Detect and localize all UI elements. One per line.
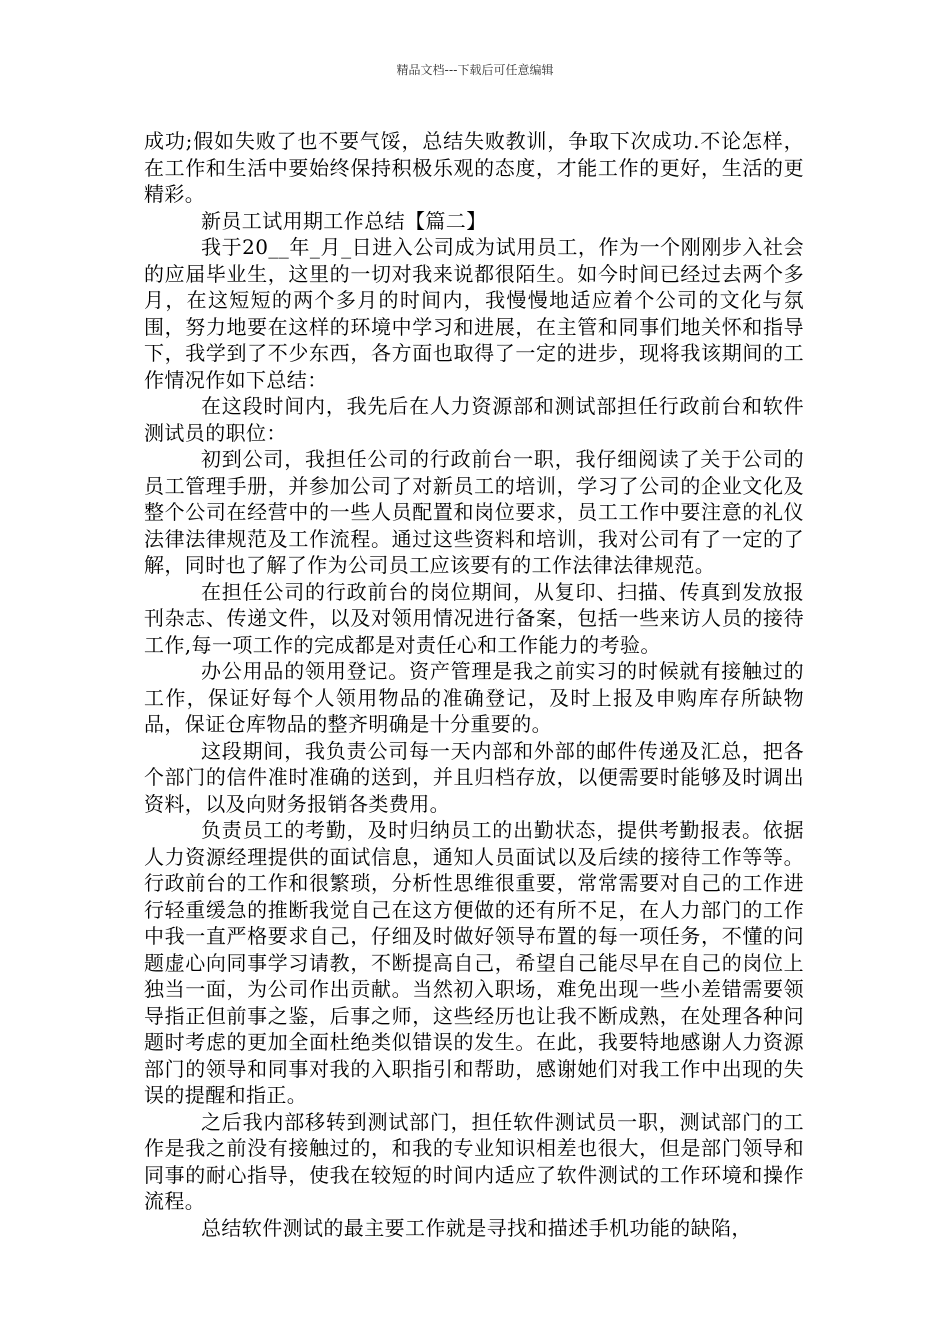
paragraph: 总结软件测试的最主要工作就是寻找和描述手机功能的缺陷， [201, 1215, 752, 1240]
paragraph: 在这段时间内，我先后在人力资源部和测试部担任行政前台和软件测试员的职位： [144, 394, 804, 445]
paragraph: 我于20__年_月_日进入公司成为试用员工，作为一个刚刚步入社会的应届毕业生，这里的一切对我来说都很陌生。如今时间已经过去两个多月，在这短短的两个多月的时间内，我慢慢地适应着个公司的文化与氛围，努力地要在这样的环境中学习和进展，在主管和同事们地关怀和指导下，我学到了不少东西，各方面也取得了一定的进步，现将我该期间的工作情况作如下总结： [144, 235, 804, 392]
page-header: 精品文档---下载后可任意编辑 [396, 63, 554, 77]
paragraph: 在担任公司的行政前台的岗位期间，从复印、扫描、传真到发放报刊杂志、传递文件，以及对领用情况进行备案，包括一些来访人员的接待工作,每一项工作的完成都是对责任心和工作能力的考验。 [144, 579, 804, 657]
paragraph: 负责员工的考勤，及时归纳员工的出勤状态，提供考勤报表。依据人力资源经理提供的面试信息，通知人员面试以及后续的接待工作等等。行政前台的工作和很繁琐，分析性思维很重要，常常需要对自己的工作进行轻重缓急的推断我觉自己在这方便做的还有所不足，在人力部门的工作中我一直严格要求自己，仔细及时做好领导布置的每一项任务，不懂的问题虚心向同事学习请教，不断提高自己，希望自己能尽早在自己的岗位上独当一面，为公司作出贡献。当然初入职场，难免出现一些小差错需要领导指正但前事之鉴，后事之师，这些经历也让我不断成熟，在处理各种问题时考虑的更加全面杜绝类似错误的发生。在此，我要特地感谢人力资源部门的领导和同事对我的入职指引和帮助，感谢她们对我工作中出现的失误的提醒和指正。 [144, 818, 804, 1107]
section-heading: 新员工试用期工作总结【篇二】 [201, 208, 487, 233]
paragraph: 初到公司，我担任公司的行政前台一职，我仔细阅读了关于公司的员工管理手册，并参加公司了对新员工的培训，学习了公司的企业文化及整个公司在经营中的一些人员配置和岗位要求，员工工作中要注意的礼仪法律法律规范及工作流程。通过这些资料和培训，我对公司有了一定的了解，同时也了解了作为公司员工应该要有的工作法律法律规范。 [144, 447, 804, 577]
document-body [144, 128, 804, 1241]
paragraph: 之后我内部移转到测试部门，担任软件测试员一职，测试部门的工作是我之前没有接触过的，和我的专业知识相差也很大，但是部门领导和同事的耐心指导，使我在较短的时间内适应了软件测试的工作环境和操作流程。 [144, 1109, 804, 1213]
paragraph: 这段期间，我负责公司每一天内部和外部的邮件传递及汇总，把各个部门的信件准时准确的送到，并且归档存放，以便需要时能够及时调出资料，以及向财务报销各类费用。 [144, 738, 804, 816]
paragraph: 成功;假如失败了也不要气馁，总结失败教训，争取下次成功.不论怎样，在工作和生活中要始终保持积极乐观的态度，才能工作的更好，生活的更精彩。 [144, 129, 804, 206]
paragraph: 办公用品的领用登记。资产管理是我之前实习的时候就有接触过的工作，保证好每个人领用物品的准确登记，及时上报及申购库存所缺物品，保证仓库物品的整齐明确是十分重要的。 [144, 659, 804, 736]
